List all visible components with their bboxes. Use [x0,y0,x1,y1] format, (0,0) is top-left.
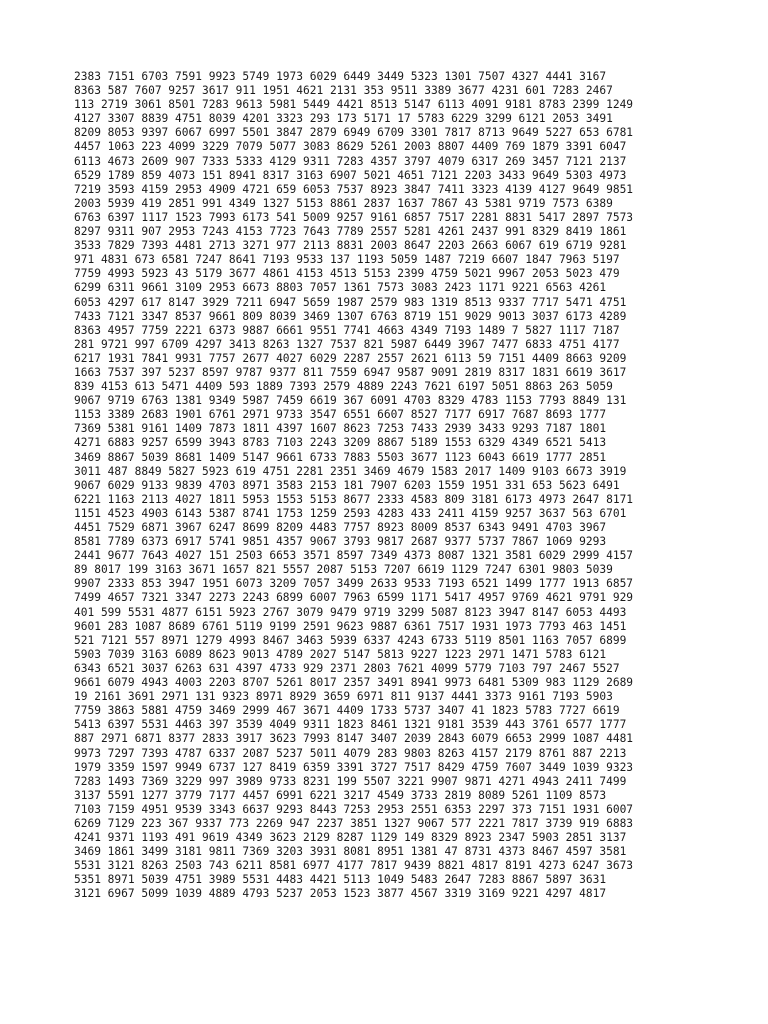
text-line: 5351 8971 5039 4751 3989 5531 4483 4421 5113 1049 5483 2647 7283 8867 5897 3631 [74,873,607,887]
text-line: 8581 7789 6373 6917 5741 9851 4357 9067 3793 9817 2687 9377 5737 7867 1069 9293 [74,535,607,549]
text-line: 3469 8867 5039 8681 1409 5147 9661 6733 7883 5503 3677 1123 6043 6619 1777 2851 [74,450,607,464]
text-line: 8209 8053 9397 6067 6997 5501 3847 2879 6949 6709 3301 7817 8713 9649 5227 653 6781 [74,126,634,140]
text-line: 7759 4993 5923 43 5179 3677 4861 4153 4513 5153 2399 4759 5021 9967 2053 5023 479 [74,267,620,281]
text-line: 9907 2333 853 3947 1951 6073 3209 7057 3499 2633 9533 7193 6521 1499 1777 1913 6857 [74,577,634,591]
text-line: 3137 5591 1277 3779 7177 4457 6991 6221 3217 4549 3733 2819 8089 5261 1109 8573 [74,788,607,802]
text-line: 2441 9677 7643 4027 151 2503 6653 3571 8597 7349 4373 8087 1321 3581 6029 2999 4157 [74,549,634,563]
text-line: 6217 1931 7841 9931 7757 2677 4027 6029 2287 2557 2621 6113 59 7151 4409 8663 9209 [74,351,627,365]
text-line: 89 8017 199 3163 3671 1657 821 5557 2087 5153 7207 6619 1129 7247 6301 9803 5039 [74,563,613,577]
text-line: 4457 1063 223 4099 3229 7079 5077 3083 8629 5261 2003 8807 4409 769 1879 3391 6047 [74,140,627,154]
document-page [74,70,764,902]
text-line: 401 599 5531 4877 6151 5923 2767 3079 9479 9719 3299 5087 8123 3947 8147 6053 4493 [74,605,627,619]
text-line: 9067 9719 6763 1381 9349 5987 7459 6619 367 6091 4703 8329 4783 1153 7793 8849 131 [74,394,627,408]
text-line: 113 2719 3061 8501 7283 9613 5981 5449 4421 8513 5147 6113 4091 9181 8783 2399 1249 [74,98,634,112]
text-line: 7499 4657 7321 3347 2273 2243 6899 6007 7963 6599 1171 5417 4957 9769 4621 9791 929 [74,591,634,605]
text-line: 3011 487 8849 5827 5923 619 4751 2281 2351 3469 4679 1583 2017 1409 9103 6673 3919 [74,464,627,478]
text-line: 281 9721 997 6709 4297 3413 8263 1327 7537 821 5987 6449 3967 7477 6833 4751 4177 [74,337,620,351]
text-line: 1151 4523 4903 6143 5387 8741 1753 1259 2593 4283 433 2411 4159 9257 3637 563 6701 [74,506,627,520]
text-line: 6113 4673 2609 907 7333 5333 4129 9311 7283 4357 3797 4079 6317 269 3457 7121 2137 [74,154,627,168]
text-line: 6299 6311 9661 3109 2953 6673 8803 7057 1361 7573 3083 2423 1171 9221 6563 4261 [74,281,607,295]
text-line: 971 4831 673 6581 7247 8641 7193 9533 137 1193 5059 1487 7219 6607 1847 7963 5197 [74,253,620,267]
text-line: 9067 6029 9133 9839 4703 8971 3583 2153 181 7907 6203 1559 1951 331 653 5623 6491 [74,478,620,492]
text-line: 9973 7297 7393 4787 6337 2087 5237 5011 4079 283 9803 8263 4157 2179 8761 887 2213 [74,746,627,760]
text-line: 839 4153 613 5471 4409 593 1889 7393 2579 4889 2243 7621 6197 5051 8863 263 5059 [74,380,613,394]
text-line: 6269 7129 223 367 9337 773 2269 947 2237 3851 1327 9067 577 2221 7817 3739 919 6883 [74,816,634,830]
text-line: 1979 3359 1597 9949 6737 127 8419 6359 3391 3727 7517 8429 4759 7607 3449 1039 9323 [74,760,634,774]
text-line: 1153 3389 2683 1901 6761 2971 9733 3547 6551 6607 8527 7177 6917 7687 8693 1777 [74,408,607,422]
text-line: 7759 3863 5881 4759 3469 2999 467 3671 4409 1733 5737 3407 41 1823 5783 7727 6619 [74,704,620,718]
text-line: 19 2161 3691 2971 131 9323 8971 8929 3659 6971 811 9137 4441 3373 9161 7193 5903 [74,690,613,704]
text-line: 7219 3593 4159 2953 4909 4721 659 6053 7537 8923 3847 7411 3323 4139 4127 9649 9851 [74,182,634,196]
text-line: 9661 6079 4943 4003 2203 8707 5261 8017 2357 3491 8941 9973 6481 5309 983 1129 2689 [74,676,634,690]
text-line: 6529 1789 859 4073 151 8941 8317 3163 6907 5021 4651 7121 2203 3433 9649 5303 4973 [74,168,627,182]
text-line: 7103 7159 4951 9539 3343 6637 9293 8443 7253 2953 2551 6353 2297 373 7151 1931 6007 [74,802,634,816]
text-line: 4127 3307 8839 4751 8039 4201 3323 293 173 5171 17 5783 6229 3299 6121 2053 3491 [74,112,613,126]
text-line: 1663 7537 397 5237 8597 9787 9377 811 7559 6947 9587 9091 2819 8317 1831 6619 3617 [74,365,627,379]
text-line: 6763 6397 1117 1523 7993 6173 541 5009 9257 9161 6857 7517 2281 8831 5417 2897 7573 [74,210,634,224]
text-line: 3121 6967 5099 1039 4889 4793 5237 2053 1523 3877 4567 3319 3169 9221 4297 4817 [74,887,607,901]
text-line: 8363 4957 7759 2221 6373 9887 6661 9551 7741 4663 4349 7193 1489 7 5827 1117 7187 [74,323,620,337]
text-line: 6221 1163 2113 4027 1811 5953 1553 5153 8677 2333 4583 809 3181 6173 4973 2647 8171 [74,492,634,506]
text-line: 521 7121 557 8971 1279 4993 8467 3463 5939 6337 4243 6733 5119 8501 1163 7057 6899 [74,633,627,647]
text-line: 2003 5939 419 2851 991 4349 1327 5153 8861 2837 1637 7867 43 5381 9719 7573 6389 [74,196,613,210]
text-line: 8363 587 7607 9257 3617 911 1951 4621 2131 353 9511 3389 3677 4231 601 7283 2467 [74,84,613,98]
text-line: 4271 6883 9257 6599 3943 8783 7103 2243 3209 8867 5189 1553 6329 4349 6521 5413 [74,436,607,450]
text-line: 4241 9371 1193 491 9619 4349 3623 2129 8287 1129 149 8329 8923 2347 5903 2851 3137 [74,831,627,845]
text-line: 7369 5381 9161 1409 7873 1811 4397 1607 8623 7253 7433 2939 3433 9293 7187 1801 [74,422,607,436]
text-line: 3533 7829 7393 4481 2713 3271 977 2113 8831 2003 8647 2203 2663 6067 619 6719 9281 [74,239,627,253]
text-line: 2383 7151 6703 7591 9923 5749 1973 6029 6449 3449 5323 1301 7507 4327 4441 3167 [74,70,607,83]
text-line: 9601 283 1087 8689 6761 5119 9199 2591 9623 9887 6361 7517 1931 1973 7793 463 1451 [74,619,627,633]
text-line: 7433 7121 3347 8537 9661 809 8039 3469 1307 6763 8719 151 9029 9013 3037 6173 4289 [74,309,627,323]
text-line: 887 2971 6871 8377 2833 3917 3623 7993 8147 3407 2039 2843 6079 6653 2999 1087 4481 [74,732,634,746]
text-line: 8297 9311 907 2953 7243 4153 7723 7643 7789 2557 5281 4261 2437 991 8329 8419 1861 [74,225,627,239]
text-line: 5531 3121 8263 2503 743 6211 8581 6977 4177 7817 9439 8821 4817 8191 4273 6247 3673 [74,859,634,873]
text-line: 5903 7039 3163 6089 8623 9013 4789 2027 5147 5813 9227 1223 2971 1471 5783 6121 [74,647,607,661]
text-line: 5413 6397 5531 4463 397 3539 4049 9311 1823 8461 1321 9181 3539 443 3761 6577 1777 [74,718,627,732]
text-line: 6343 6521 3037 6263 631 4397 4733 929 2371 2803 7621 4099 5779 7103 797 2467 5527 [74,661,620,675]
text-line: 3469 1861 3499 3181 9811 7369 3203 3931 8081 8951 1381 47 8731 4373 8467 4597 3581 [74,845,627,859]
text-line: 4451 7529 6871 3967 6247 8699 8209 4483 7757 8923 8009 8537 6343 9491 4703 3967 [74,521,607,534]
text-line: 7283 1493 7369 3229 997 3989 9733 8231 199 5507 3221 9907 9871 4271 4943 2411 7499 [74,774,627,788]
text-line: 6053 4297 617 8147 3929 7211 6947 5659 1987 2579 983 1319 8513 9337 7717 5471 4751 [74,295,627,309]
